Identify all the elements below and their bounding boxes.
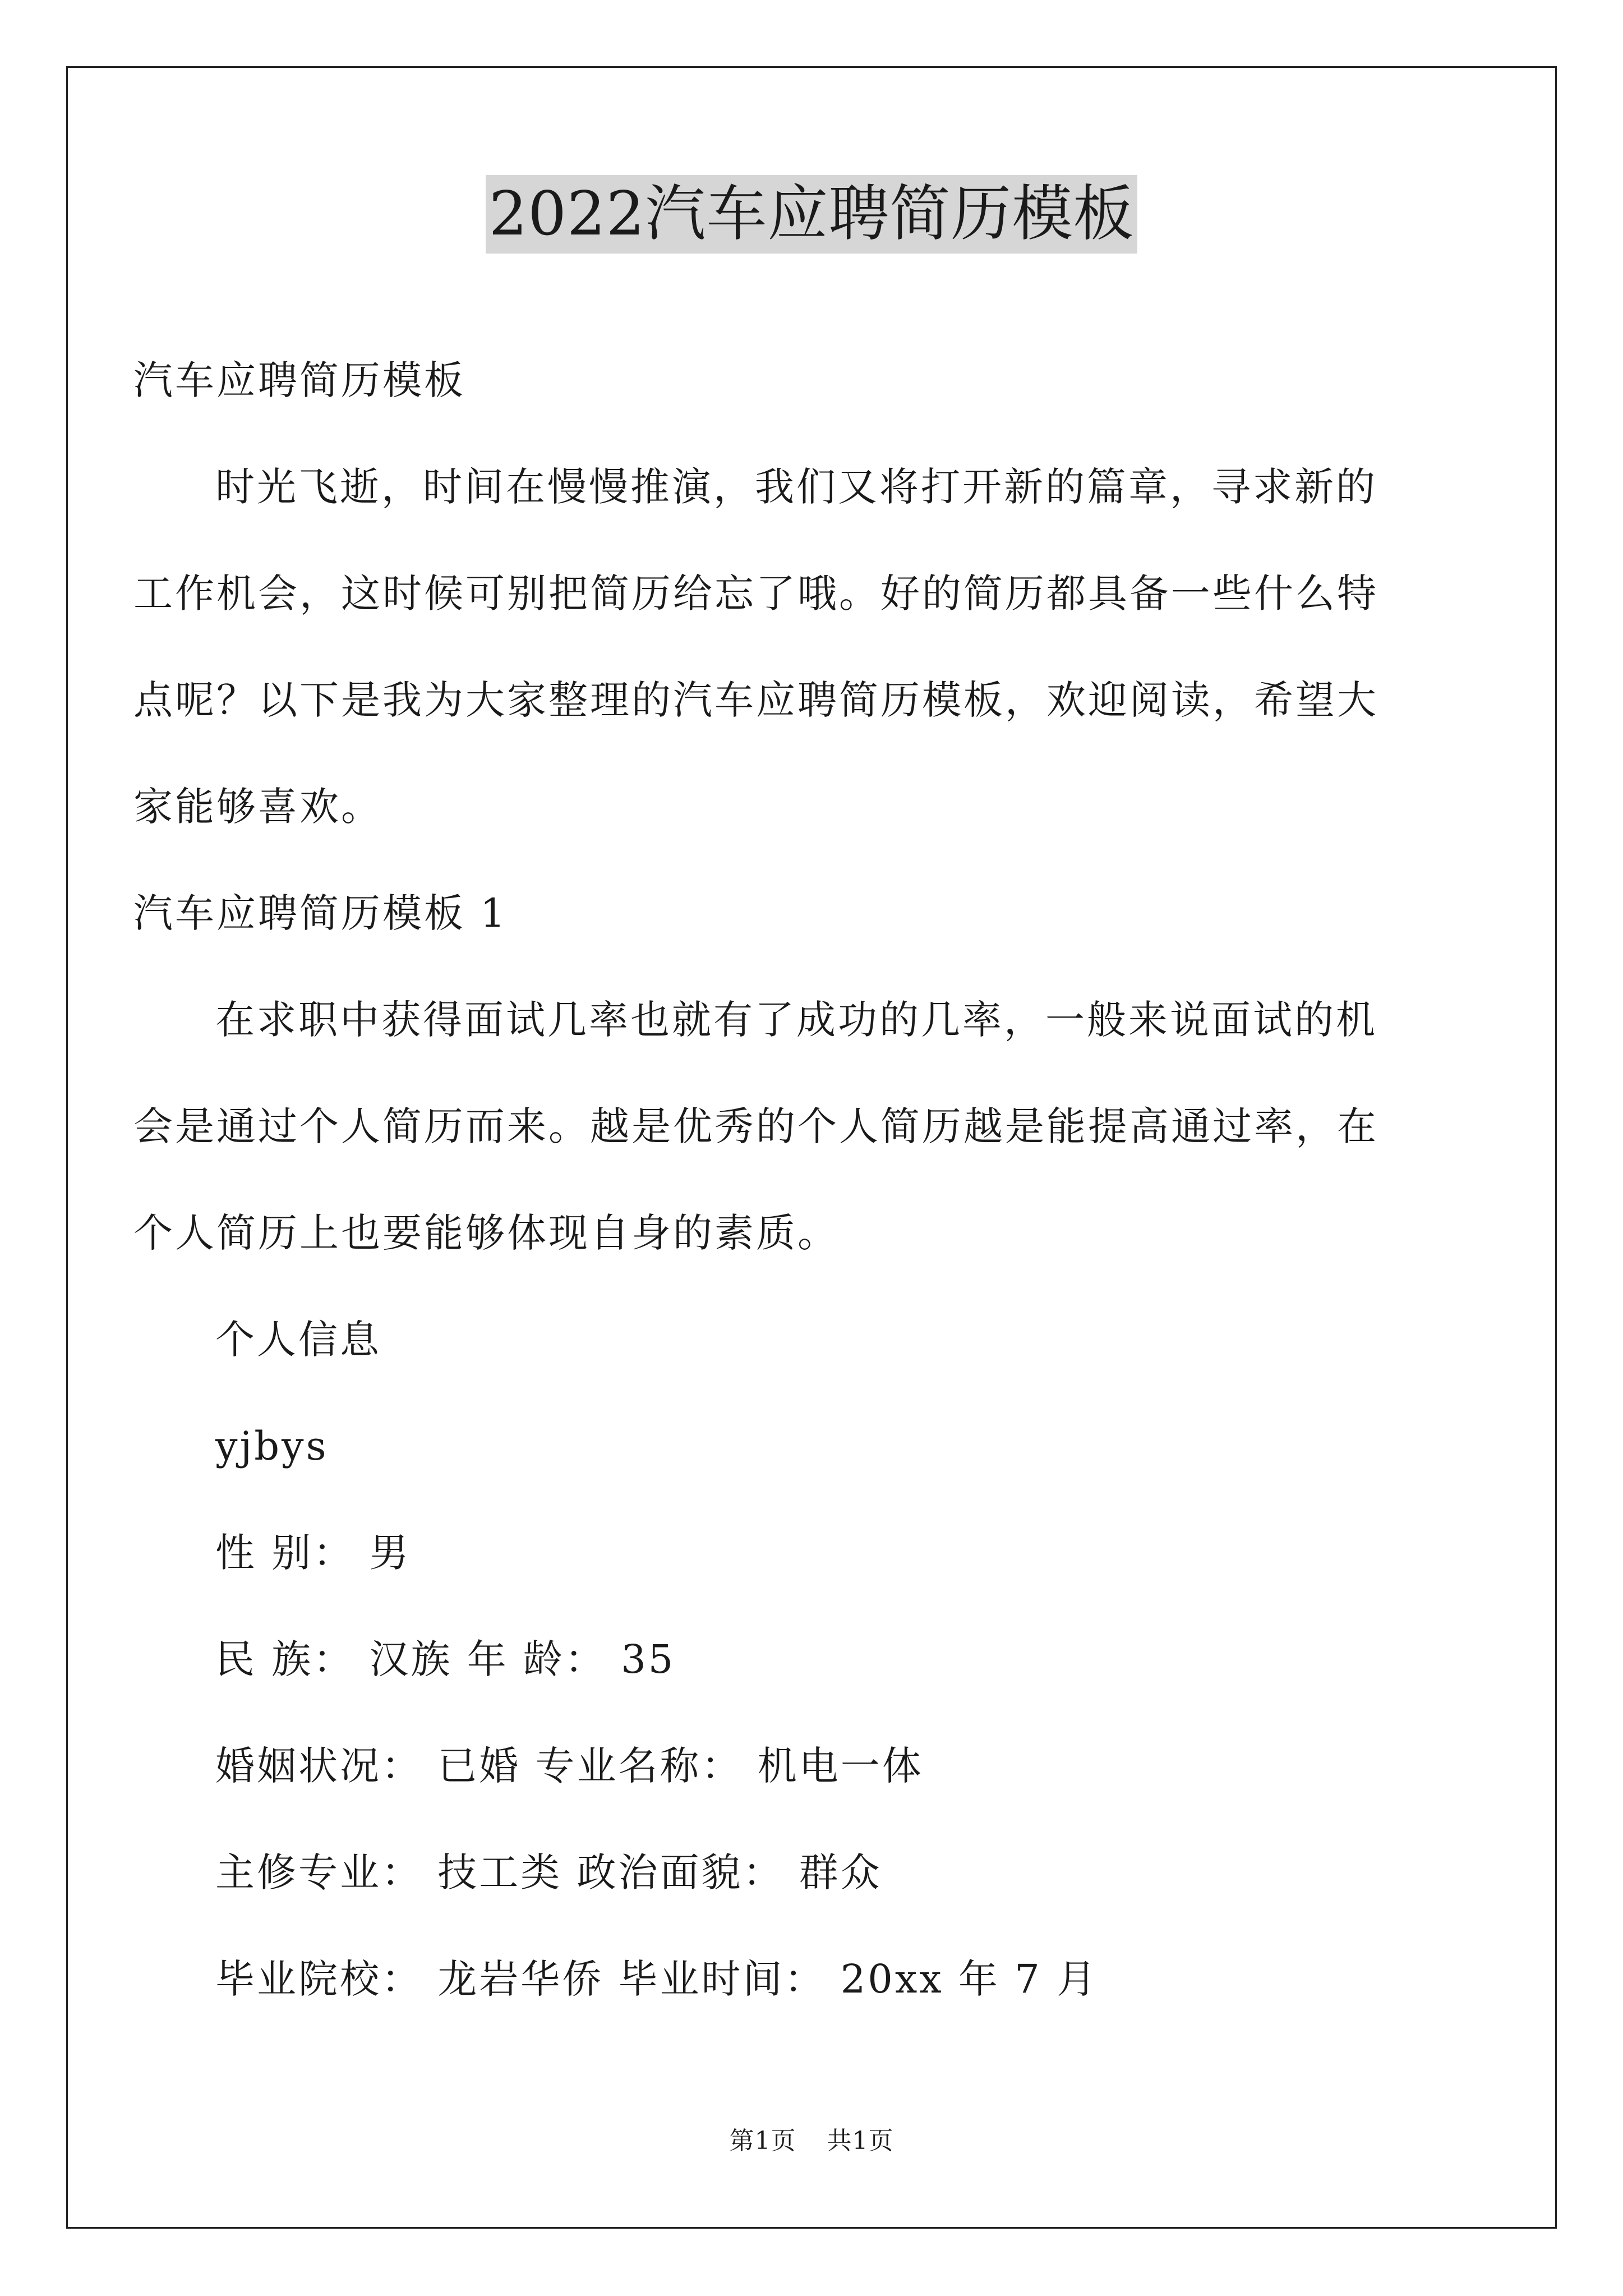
title-container: [0, 135, 1623, 295]
intro-line: 时光飞逝，时间在慢慢推演，我们又将打开新的篇章，寻求新的: [215, 464, 1377, 510]
section-title: 汽车应聘简历模板 1: [133, 890, 508, 936]
section-line: 会是通过个人简历而来。越是优秀的个人简历越是能提高通过率，在: [133, 1103, 1378, 1149]
page-current: 第1页: [729, 2127, 796, 2155]
page-footer: [0, 2120, 1623, 2156]
section-line: 在求职中获得面试几率也就有了成功的几率，一般来说面试的机: [215, 997, 1377, 1043]
section-line: 个人简历上也要能够体现自身的素质。: [133, 1210, 839, 1256]
intro-line: 点呢？以下是我为大家整理的汽车应聘简历模板，欢迎阅读，希望大: [133, 677, 1378, 723]
info-ethnicity-age: 民 族： 汉族 年 龄： 35: [215, 1636, 676, 1682]
intro-line: 工作机会，这时候可别把简历给忘了哦。好的简历都具备一些什么特: [133, 570, 1378, 616]
info-name: yjbys: [215, 1423, 329, 1469]
info-school-graduation: 毕业院校： 龙岩华侨 毕业时间： 20xx 年 7 月: [215, 1956, 1099, 2002]
page-total: 共1页: [827, 2127, 894, 2155]
document-title: 2022汽车应聘简历模板: [486, 175, 1138, 254]
heading: 汽车应聘简历模板: [133, 357, 465, 403]
info-gender: 性 别： 男: [215, 1530, 411, 1576]
info-study-politics: 主修专业： 技工类 政治面貌： 群众: [215, 1849, 882, 1895]
intro-line: 家能够喜欢。: [133, 784, 382, 830]
info-heading: 个人信息: [215, 1317, 381, 1363]
info-marital-major: 婚姻状况： 已婚 专业名称： 机电一体: [215, 1743, 924, 1789]
